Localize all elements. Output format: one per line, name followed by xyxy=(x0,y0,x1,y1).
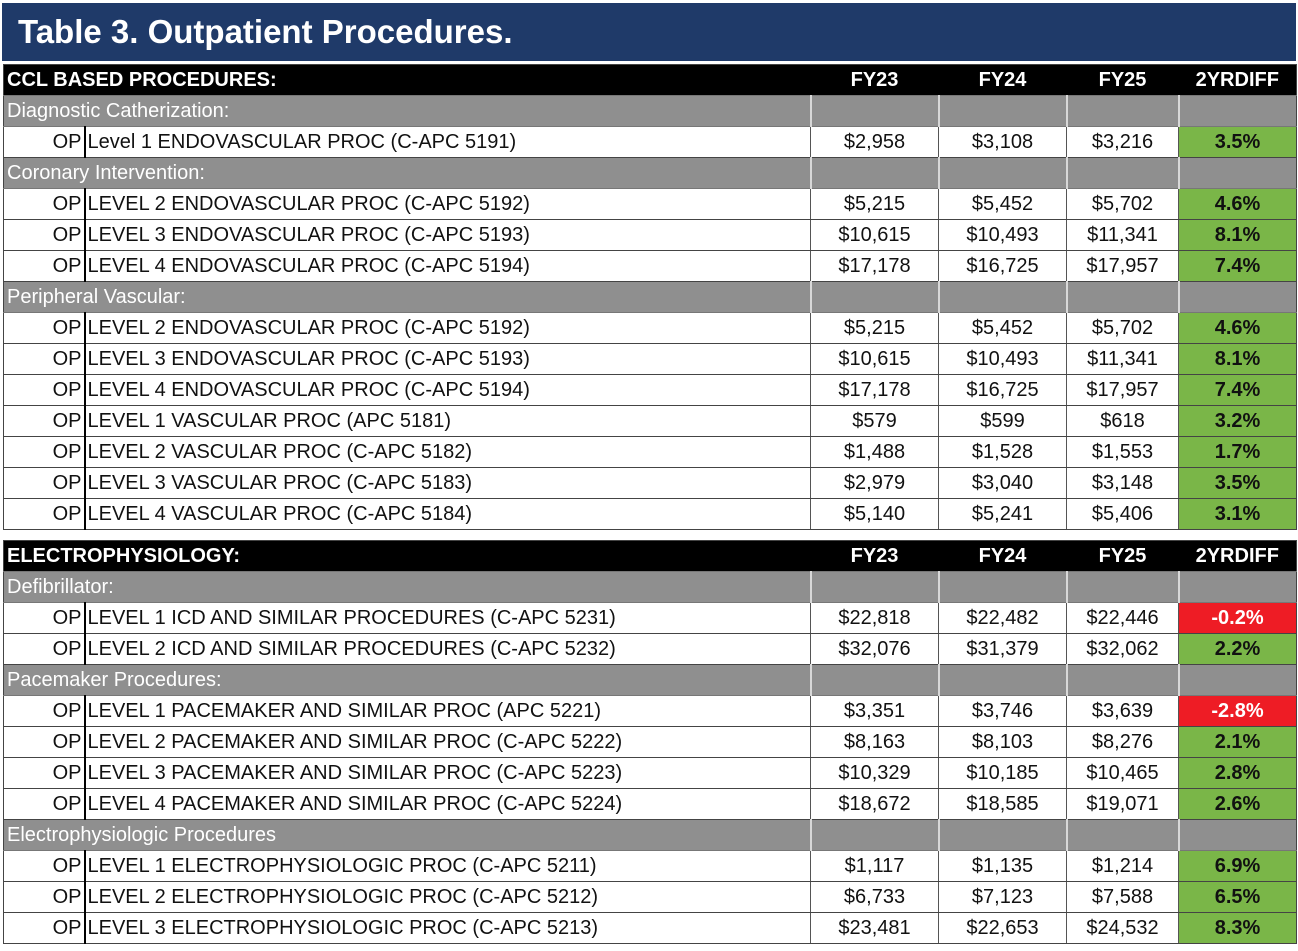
fy25-value: $5,406 xyxy=(1067,499,1179,530)
fy25-value: $17,957 xyxy=(1067,251,1179,282)
table-row xyxy=(4,313,1297,344)
fy23-value: $17,178 xyxy=(811,251,939,282)
fy23-value: $10,329 xyxy=(811,758,939,789)
two-year-diff-value: 7.4% xyxy=(1179,251,1297,282)
table-row xyxy=(4,251,1297,282)
category-spacer-cell xyxy=(1067,96,1179,127)
category-spacer-cell xyxy=(1067,572,1179,603)
two-year-diff-value: 4.6% xyxy=(1179,189,1297,220)
fy25-value: $11,341 xyxy=(1067,344,1179,375)
procedure-description: LEVEL 1 ICD AND SIMILAR PROCEDURES (C-APC 5231) xyxy=(85,603,811,634)
electrophysiology-table xyxy=(3,540,1297,944)
procedure-description: LEVEL 3 ENDOVASCULAR PROC (C-APC 5193) xyxy=(85,344,811,375)
op-cell: OP xyxy=(4,758,85,789)
fy24-value: $31,379 xyxy=(939,634,1067,665)
fy23-value: $579 xyxy=(811,406,939,437)
table-row xyxy=(4,220,1297,251)
category-spacer-cell xyxy=(1179,96,1297,127)
two-year-diff-value: 7.4% xyxy=(1179,375,1297,406)
category-row xyxy=(4,820,1297,851)
category-row xyxy=(4,96,1297,127)
table-row xyxy=(4,603,1297,634)
category-row xyxy=(4,665,1297,696)
fy23-value: $17,178 xyxy=(811,375,939,406)
column-header-diff: 2YRDIFF xyxy=(1179,541,1297,572)
fy23-value: $2,979 xyxy=(811,468,939,499)
column-header-fy25: FY25 xyxy=(1067,65,1179,96)
table-row xyxy=(4,468,1297,499)
two-year-diff-value: 3.2% xyxy=(1179,406,1297,437)
fy24-value: $5,452 xyxy=(939,313,1067,344)
fy24-value: $1,528 xyxy=(939,437,1067,468)
op-cell: OP xyxy=(4,468,85,499)
two-year-diff-value: 8.3% xyxy=(1179,913,1297,944)
procedure-description: LEVEL 3 ENDOVASCULAR PROC (C-APC 5193) xyxy=(85,220,811,251)
procedure-description: LEVEL 1 ELECTROPHYSIOLOGIC PROC (C-APC 5211) xyxy=(85,851,811,882)
fy24-value: $18,585 xyxy=(939,789,1067,820)
category-spacer-cell xyxy=(811,158,939,189)
section-header-row xyxy=(4,541,1297,572)
two-year-diff-value: 3.5% xyxy=(1179,127,1297,158)
procedure-description: LEVEL 3 VASCULAR PROC (C-APC 5183) xyxy=(85,468,811,499)
procedure-description: LEVEL 4 ENDOVASCULAR PROC (C-APC 5194) xyxy=(85,251,811,282)
fy23-value: $10,615 xyxy=(811,344,939,375)
fy25-value: $7,588 xyxy=(1067,882,1179,913)
op-cell: OP xyxy=(4,634,85,665)
fy24-value: $16,725 xyxy=(939,251,1067,282)
category-spacer-cell xyxy=(811,282,939,313)
section-title: CCL BASED PROCEDURES: xyxy=(4,65,811,96)
op-cell: OP xyxy=(4,789,85,820)
fy24-value: $3,108 xyxy=(939,127,1067,158)
table-row xyxy=(4,344,1297,375)
category-spacer-cell xyxy=(1179,158,1297,189)
op-cell: OP xyxy=(4,882,85,913)
category-spacer-cell xyxy=(939,96,1067,127)
op-cell: OP xyxy=(4,127,85,158)
category-spacer-cell xyxy=(939,820,1067,851)
two-year-diff-value: 2.8% xyxy=(1179,758,1297,789)
op-cell: OP xyxy=(4,696,85,727)
table-row xyxy=(4,727,1297,758)
fy25-value: $24,532 xyxy=(1067,913,1179,944)
category-spacer-cell xyxy=(811,820,939,851)
two-year-diff-value: -0.2% xyxy=(1179,603,1297,634)
fy24-value: $5,452 xyxy=(939,189,1067,220)
procedure-description: LEVEL 4 VASCULAR PROC (C-APC 5184) xyxy=(85,499,811,530)
procedure-description: LEVEL 2 ENDOVASCULAR PROC (C-APC 5192) xyxy=(85,189,811,220)
fy25-value: $32,062 xyxy=(1067,634,1179,665)
fy24-value: $599 xyxy=(939,406,1067,437)
category-label: Peripheral Vascular: xyxy=(4,282,811,313)
table-row xyxy=(4,406,1297,437)
column-header-fy24: FY24 xyxy=(939,541,1067,572)
fy23-value: $5,215 xyxy=(811,313,939,344)
fy24-value: $10,185 xyxy=(939,758,1067,789)
fy24-value: $5,241 xyxy=(939,499,1067,530)
table-row xyxy=(4,758,1297,789)
procedure-description: LEVEL 4 ENDOVASCULAR PROC (C-APC 5194) xyxy=(85,375,811,406)
procedure-description: LEVEL 2 ENDOVASCULAR PROC (C-APC 5192) xyxy=(85,313,811,344)
fy24-value: $10,493 xyxy=(939,344,1067,375)
two-year-diff-value: 2.1% xyxy=(1179,727,1297,758)
fy25-value: $5,702 xyxy=(1067,313,1179,344)
column-header-diff: 2YRDIFF xyxy=(1179,65,1297,96)
fy23-value: $3,351 xyxy=(811,696,939,727)
fy23-value: $18,672 xyxy=(811,789,939,820)
two-year-diff-value: -2.8% xyxy=(1179,696,1297,727)
op-cell: OP xyxy=(4,220,85,251)
procedure-description: LEVEL 4 PACEMAKER AND SIMILAR PROC (C-APC 5224) xyxy=(85,789,811,820)
two-year-diff-value: 8.1% xyxy=(1179,220,1297,251)
fy25-value: $10,465 xyxy=(1067,758,1179,789)
op-cell: OP xyxy=(4,406,85,437)
fy24-value: $10,493 xyxy=(939,220,1067,251)
category-label: Coronary Intervention: xyxy=(4,158,811,189)
table-row xyxy=(4,851,1297,882)
fy25-value: $3,148 xyxy=(1067,468,1179,499)
category-spacer-cell xyxy=(939,572,1067,603)
fy24-value: $8,103 xyxy=(939,727,1067,758)
op-cell: OP xyxy=(4,251,85,282)
section-header-row xyxy=(4,65,1297,96)
fy25-value: $5,702 xyxy=(1067,189,1179,220)
category-spacer-cell xyxy=(939,665,1067,696)
fy24-value: $3,746 xyxy=(939,696,1067,727)
category-spacer-cell xyxy=(1179,572,1297,603)
two-year-diff-value: 8.1% xyxy=(1179,344,1297,375)
category-label: Defibrillator: xyxy=(4,572,811,603)
fy23-value: $1,488 xyxy=(811,437,939,468)
two-year-diff-value: 4.6% xyxy=(1179,313,1297,344)
fy25-value: $1,214 xyxy=(1067,851,1179,882)
fy23-value: $5,215 xyxy=(811,189,939,220)
fy23-value: $1,117 xyxy=(811,851,939,882)
fy23-value: $8,163 xyxy=(811,727,939,758)
column-header-fy24: FY24 xyxy=(939,65,1067,96)
op-cell: OP xyxy=(4,375,85,406)
fy24-value: $22,653 xyxy=(939,913,1067,944)
op-cell: OP xyxy=(4,313,85,344)
op-cell: OP xyxy=(4,437,85,468)
table-row xyxy=(4,634,1297,665)
procedure-description: LEVEL 2 VASCULAR PROC (C-APC 5182) xyxy=(85,437,811,468)
category-label: Electrophysiologic Procedures xyxy=(4,820,811,851)
two-year-diff-value: 3.5% xyxy=(1179,468,1297,499)
category-label: Diagnostic Catherization: xyxy=(4,96,811,127)
procedure-description: LEVEL 2 ICD AND SIMILAR PROCEDURES (C-APC 5232) xyxy=(85,634,811,665)
fy25-value: $17,957 xyxy=(1067,375,1179,406)
procedure-description: Level 1 ENDOVASCULAR PROC (C-APC 5191) xyxy=(85,127,811,158)
procedure-description: LEVEL 1 PACEMAKER AND SIMILAR PROC (APC 5221) xyxy=(85,696,811,727)
fy25-value: $19,071 xyxy=(1067,789,1179,820)
category-spacer-cell xyxy=(1179,282,1297,313)
op-cell: OP xyxy=(4,727,85,758)
procedure-description: LEVEL 3 PACEMAKER AND SIMILAR PROC (C-APC 5223) xyxy=(85,758,811,789)
fy24-value: $16,725 xyxy=(939,375,1067,406)
table-row xyxy=(4,189,1297,220)
fy24-value: $7,123 xyxy=(939,882,1067,913)
fy23-value: $10,615 xyxy=(811,220,939,251)
ccl-procedures-table xyxy=(3,64,1297,530)
fy23-value: $23,481 xyxy=(811,913,939,944)
category-spacer-cell xyxy=(939,282,1067,313)
table-row xyxy=(4,882,1297,913)
table-row xyxy=(4,913,1297,944)
category-spacer-cell xyxy=(1067,158,1179,189)
table-row xyxy=(4,499,1297,530)
fy25-value: $618 xyxy=(1067,406,1179,437)
fy25-value: $8,276 xyxy=(1067,727,1179,758)
table-row xyxy=(4,789,1297,820)
column-header-fy25: FY25 xyxy=(1067,541,1179,572)
fy24-value: $1,135 xyxy=(939,851,1067,882)
two-year-diff-value: 1.7% xyxy=(1179,437,1297,468)
category-spacer-cell xyxy=(1067,665,1179,696)
two-year-diff-value: 6.9% xyxy=(1179,851,1297,882)
category-spacer-cell xyxy=(1179,665,1297,696)
fy23-value: $2,958 xyxy=(811,127,939,158)
fy24-value: $3,040 xyxy=(939,468,1067,499)
op-cell: OP xyxy=(4,344,85,375)
table-row xyxy=(4,375,1297,406)
two-year-diff-value: 2.2% xyxy=(1179,634,1297,665)
fy25-value: $1,553 xyxy=(1067,437,1179,468)
two-year-diff-value: 3.1% xyxy=(1179,499,1297,530)
table-row xyxy=(4,696,1297,727)
procedure-description: LEVEL 3 ELECTROPHYSIOLOGIC PROC (C-APC 5213) xyxy=(85,913,811,944)
fy23-value: $5,140 xyxy=(811,499,939,530)
op-cell: OP xyxy=(4,603,85,634)
category-label: Pacemaker Procedures: xyxy=(4,665,811,696)
fy23-value: $22,818 xyxy=(811,603,939,634)
category-spacer-cell xyxy=(1179,820,1297,851)
table-row xyxy=(4,437,1297,468)
procedure-description: LEVEL 1 VASCULAR PROC (APC 5181) xyxy=(85,406,811,437)
fy25-value: $3,216 xyxy=(1067,127,1179,158)
category-row xyxy=(4,572,1297,603)
section-title: ELECTROPHYSIOLOGY: xyxy=(4,541,811,572)
fy25-value: $11,341 xyxy=(1067,220,1179,251)
op-cell: OP xyxy=(4,913,85,944)
category-row xyxy=(4,158,1297,189)
fy23-value: $32,076 xyxy=(811,634,939,665)
column-header-fy23: FY23 xyxy=(811,65,939,96)
category-row xyxy=(4,282,1297,313)
column-header-fy23: FY23 xyxy=(811,541,939,572)
op-cell: OP xyxy=(4,189,85,220)
fy23-value: $6,733 xyxy=(811,882,939,913)
two-year-diff-value: 6.5% xyxy=(1179,882,1297,913)
table-row xyxy=(4,127,1297,158)
category-spacer-cell xyxy=(811,665,939,696)
op-cell: OP xyxy=(4,499,85,530)
procedure-description: LEVEL 2 ELECTROPHYSIOLOGIC PROC (C-APC 5212) xyxy=(85,882,811,913)
table-title: Table 3. Outpatient Procedures. xyxy=(2,3,1296,61)
category-spacer-cell xyxy=(811,96,939,127)
category-spacer-cell xyxy=(811,572,939,603)
category-spacer-cell xyxy=(1067,282,1179,313)
procedure-description: LEVEL 2 PACEMAKER AND SIMILAR PROC (C-APC 5222) xyxy=(85,727,811,758)
category-spacer-cell xyxy=(939,158,1067,189)
fy24-value: $22,482 xyxy=(939,603,1067,634)
fy25-value: $22,446 xyxy=(1067,603,1179,634)
fy25-value: $3,639 xyxy=(1067,696,1179,727)
category-spacer-cell xyxy=(1067,820,1179,851)
two-year-diff-value: 2.6% xyxy=(1179,789,1297,820)
op-cell: OP xyxy=(4,851,85,882)
